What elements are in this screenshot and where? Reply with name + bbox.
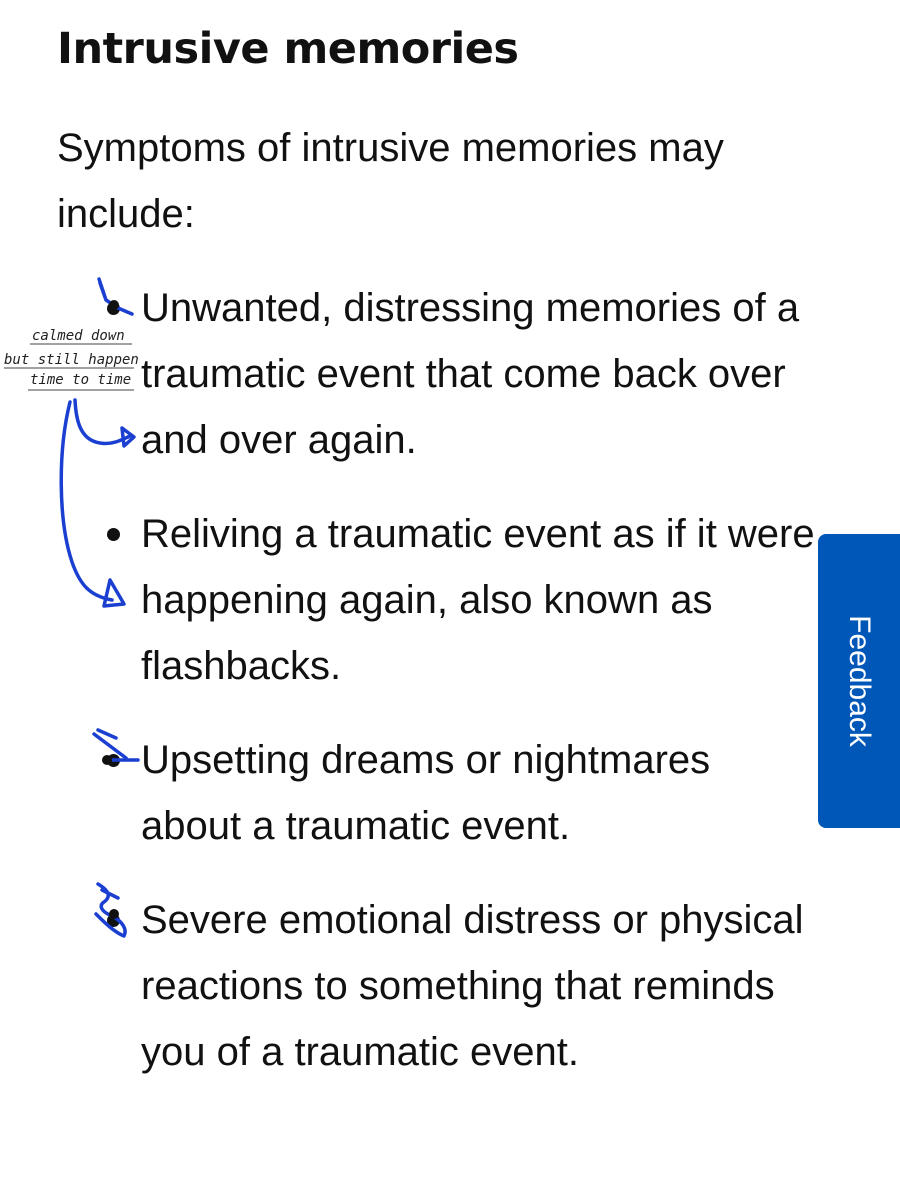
list-item — [141, 275, 821, 473]
list-item — [141, 887, 821, 1085]
bullet-icon — [107, 754, 120, 767]
intro-text: Symptoms of intrusive memories may include: — [57, 126, 724, 236]
annotation-line: but still happen — [4, 352, 139, 368]
section-heading: Intrusive memories — [57, 24, 519, 74]
scribble-4 — [96, 884, 125, 936]
list-item-text: Reliving a traumatic event as if it were happening again, also known as flashbacks. — [141, 512, 815, 688]
bullet-icon — [107, 914, 120, 927]
list-item-text: Severe emotional distress or physical reactions to something that reminds you of a traumatic event. — [141, 898, 804, 1074]
annotation-note — [4, 328, 139, 390]
arrowhead-1 — [122, 428, 134, 446]
checkmark-1-tick — [99, 279, 104, 294]
bullet-icon — [107, 302, 120, 315]
list-item-text: Unwanted, distressing memories of a traumatic event that come back over and over again. — [141, 286, 800, 462]
checkmark-3-tick — [98, 730, 116, 738]
list-item — [141, 727, 821, 859]
list-item-text: Upsetting dreams or nightmares about a traumatic event. — [141, 738, 711, 848]
scribble-4-dash — [102, 890, 118, 898]
list-item — [141, 501, 821, 699]
feedback-label: Feedback — [843, 615, 876, 747]
long-bracket-arrow — [61, 402, 112, 600]
arrowhead-2 — [104, 580, 124, 606]
curved-arrow-1 — [75, 400, 130, 443]
feedback-button[interactable] — [818, 534, 900, 828]
annotation-line: time to time — [30, 372, 132, 388]
annotation-line: calmed down — [32, 328, 125, 344]
bullet-icon — [107, 528, 120, 541]
